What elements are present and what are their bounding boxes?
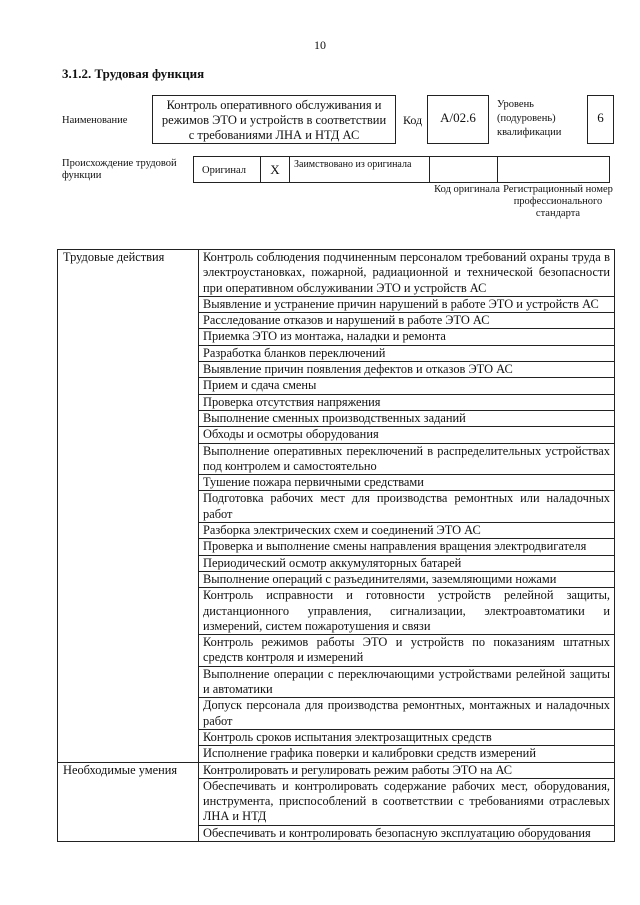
origin-row	[194, 156, 614, 183]
section-item: Обеспечивать и контролировать безопасную эксплуатацию оборудования	[199, 825, 615, 841]
function-table-body	[58, 250, 615, 842]
level-label	[497, 98, 577, 140]
origin-label: Происхождение трудовой функции	[62, 158, 177, 181]
section-item: Контроль исправности и готовности устройств релейной защиты, дистанционного управления, сигнализации, электроавтоматики и измерений, систем пожаротушения и связи	[199, 588, 615, 635]
section-item: Выполнение операции с переключающими устройствами релейной защиты и автоматики	[199, 666, 615, 698]
section-item: Разборка электрических схем и соединений ЭТО АС	[199, 523, 615, 539]
section-item: Тушение пожара первичными средствами	[199, 475, 615, 491]
qualification-level-box: 6	[587, 95, 614, 144]
section-item: Периодический осмотр аккумуляторных батарей	[199, 555, 615, 571]
reg-number-cell	[497, 156, 610, 183]
section-item: Контроль режимов работы ЭТО и устройств по показаниям штатных средств контроля и измерений	[199, 635, 615, 667]
section-item: Разработка бланков переключений	[199, 345, 615, 361]
section-item: Контроль соблюдения подчиненным персоналом требований охраны труда в электроустановках, пожарной, радиационной и технической безопасности при оперативном обслуживании ЭТО и устройств АС	[199, 250, 615, 297]
original-label: Оригинал	[202, 165, 246, 176]
section-title: 3.1.2. Трудовая функция	[62, 66, 205, 81]
level-label-text: Уровень (подуровень) квалификации	[497, 99, 562, 138]
section-item: Выполнение сменных производственных заданий	[199, 410, 615, 426]
section-item: Расследование отказов и нарушений в работе ЭТО АС	[199, 313, 615, 329]
section-item: Выполнение операций с разъединителями, заземляющими ножами	[199, 571, 615, 587]
function-name-box: Контроль оперативного обслуживания и режимов ЭТО и устройств в соответствии с требованиями ЛНА и НТД АС	[152, 95, 396, 144]
table-row	[58, 762, 615, 778]
section-item: Контролировать и регулировать режим работы ЭТО на АС	[199, 762, 615, 778]
section-heading: Необходимые умения	[58, 762, 199, 841]
original-mark-cell	[260, 156, 290, 183]
section-item: Прием и сдача смены	[199, 378, 615, 394]
section-item: Выполнение оперативных переключений в распределительных устройствах под контролем и самостоятельно	[199, 443, 615, 475]
section-item: Исполнение графика поверки и калибровки средств измерений	[199, 746, 615, 762]
section-item: Проверка и выполнение смены направления вращения электродвигателя	[199, 539, 615, 555]
function-table	[57, 249, 615, 842]
section-item: Приемка ЭТО из монтажа, наладки и ремонта	[199, 329, 615, 345]
section-item: Выявление и устранение причин нарушений в работе ЭТО и устройств АС	[199, 296, 615, 312]
code-caption: Код оригинала	[434, 184, 500, 195]
reg-caption: Регистрационный номер профессионального стандарта	[503, 184, 613, 219]
section-heading: Трудовые действия	[58, 250, 199, 763]
borrowed-label: Заимствовано из оригинала	[294, 159, 412, 170]
original-code-cell	[429, 156, 498, 183]
original-mark: X	[270, 162, 280, 177]
borrowed-cell	[289, 156, 430, 183]
table-row	[58, 250, 615, 297]
section-item: Проверка отсутствия напряжения	[199, 394, 615, 410]
code-label: Код	[403, 113, 423, 127]
name-label: Наименование	[62, 115, 128, 126]
page-number: 10	[314, 38, 326, 52]
section-item: Обходы и осмотры оборудования	[199, 427, 615, 443]
section-item: Выявление причин появления дефектов и отказов ЭТО АС	[199, 362, 615, 378]
section-item: Обеспечивать и контролировать содержание рабочих мест, оборудования, инструмента, приспособлений в соответствии с требованиями отраслевых ЛНА и НТД	[199, 778, 615, 825]
function-code-box: А/02.6	[427, 95, 489, 144]
original-cell	[193, 156, 261, 183]
section-item: Подготовка рабочих мест для производства ремонтных или наладочных работ	[199, 491, 615, 523]
section-item: Контроль сроков испытания электрозащитных средств	[199, 729, 615, 745]
section-item: Допуск персонала для производства ремонтных, монтажных и наладочных работ	[199, 698, 615, 730]
